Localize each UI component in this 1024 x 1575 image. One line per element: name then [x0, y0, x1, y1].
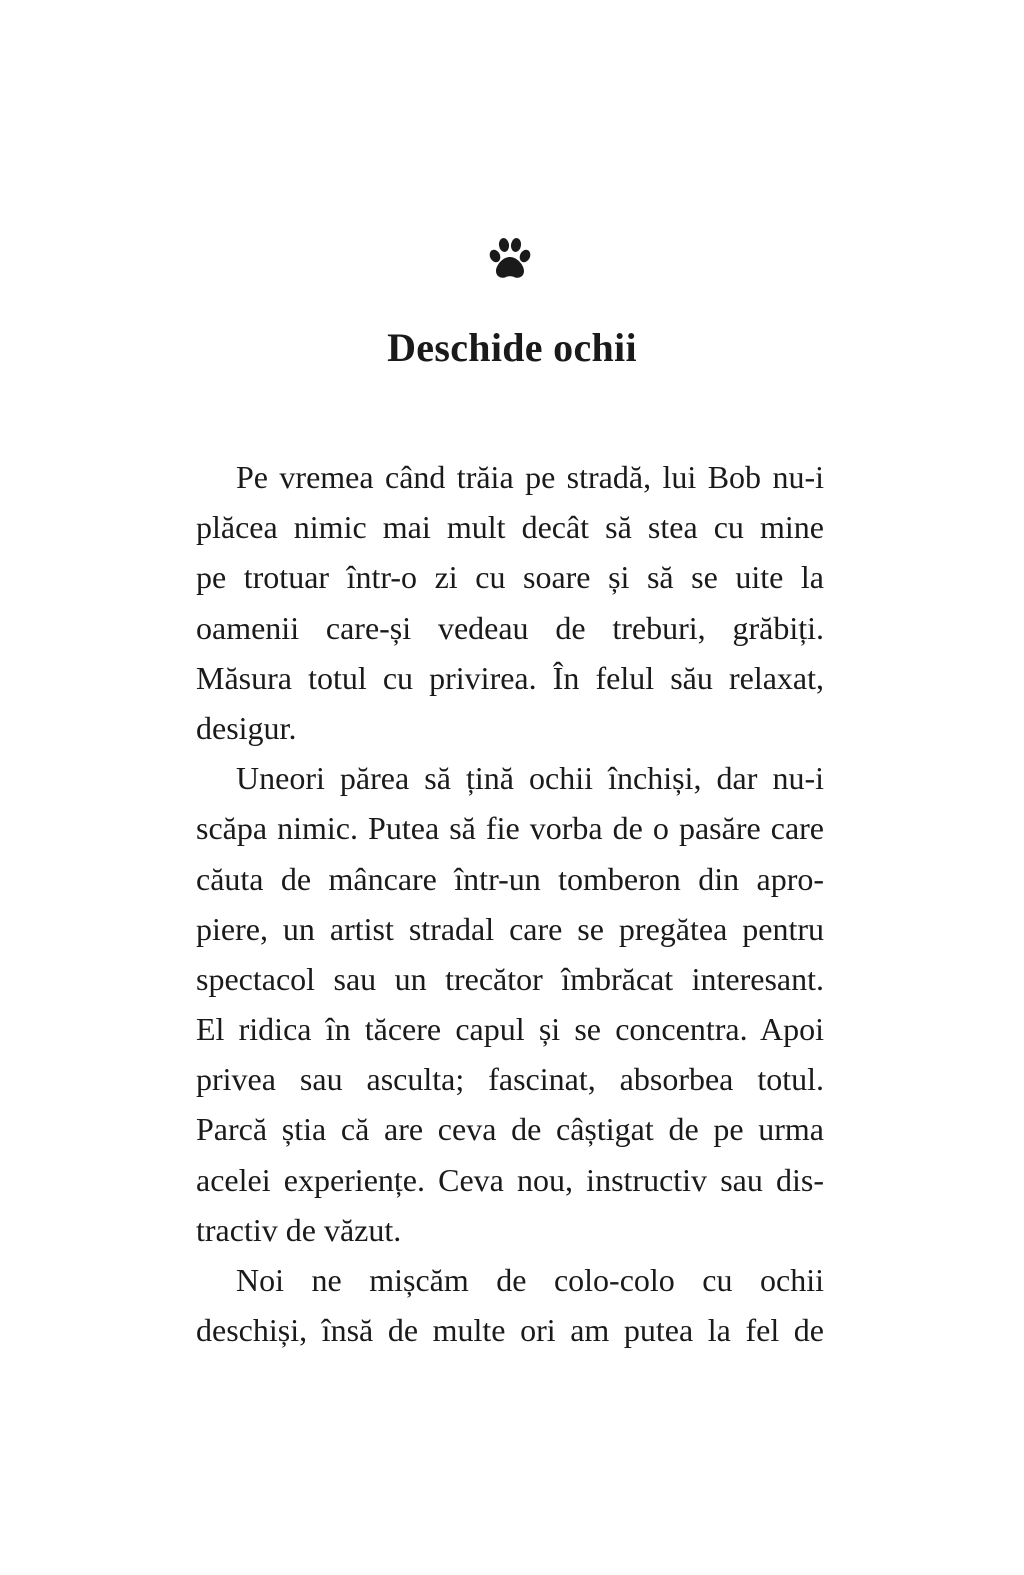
text-line: Noi ne mișcăm de colo-colo cu ochii [236, 1262, 824, 1298]
text-line: acelei experiențe. Ceva nou, instructiv sau dis- [196, 1161, 824, 1198]
text-line: Măsura totul cu privirea. În felul său relaxat, [196, 659, 824, 696]
text-line: căuta de mâncare într-un tomberon din apro- [196, 860, 824, 897]
text-line: Parcă știa că are ceva de câștigat de pe urma [196, 1111, 824, 1148]
text-line: scăpa nimic. Putea să fie vorba de o pasăre care [196, 810, 824, 847]
text-line: plăcea nimic mai mult decât să stea cu mine [196, 509, 824, 546]
paw-print-icon [486, 235, 534, 283]
text-line: pe trotuar într-o zi cu soare și să se uite la [196, 559, 824, 596]
text-line: Uneori părea să țină ochii închiși, dar nu-i [236, 760, 824, 797]
text-line: deschiși, însă de multe ori am putea la fel de [196, 1312, 824, 1349]
text-line: oamenii care-și vedeau de treburi, grăbiți. [196, 609, 824, 646]
chapter-title: Deschide ochii [387, 325, 637, 370]
text-line: piere, un artist stradal care se pregătea pentru [196, 910, 824, 947]
text-line: desigur. [196, 709, 297, 746]
text-line: spectacol sau un trecător îmbrăcat interesant. [196, 960, 824, 997]
text-line: El ridica în tăcere capul și se concentra. Apoi [196, 1011, 824, 1048]
text-line: tractiv de văzut. [196, 1211, 402, 1248]
text-line: Pe vremea când trăia pe stradă, lui Bob nu-i [236, 459, 824, 495]
text-line: privea sau asculta; fascinat, absorbea totul. [196, 1061, 824, 1098]
chapter-body [196, 452, 824, 1355]
